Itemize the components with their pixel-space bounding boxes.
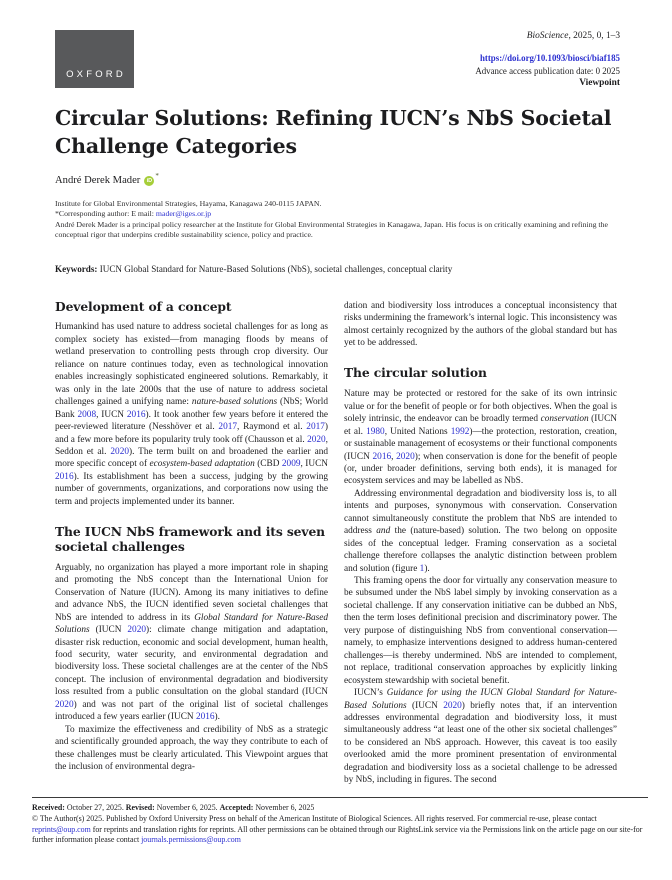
paragraph <box>55 562 328 724</box>
text-segment: Arguably, no organization has played a more important role in shaping and promoting the NbS concept than the International Union for Conservation of Nature (IUCN). Among its many initiatives to define and advance NbS, the IUCN identified seven societal challenges that NbS are intended to address in its <box>55 562 328 623</box>
inline-link[interactable]: reprints@oup.com <box>32 824 91 834</box>
article-title: Circular Solutions: Refining IUCN’s NbS Societal Challenge Categories <box>55 106 612 158</box>
text-segment: November 6, 2025 <box>255 803 315 812</box>
inline-link[interactable]: 2020 <box>110 446 129 457</box>
text-segment: ) and was not part of the original list of societal challenges introduced a few years earlier (IUCN <box>55 699 328 723</box>
text-segment: Revised: <box>125 803 157 812</box>
inline-link[interactable]: 2008 <box>77 409 97 420</box>
text-segment: *Corresponding author: E mail: <box>55 209 156 219</box>
text-segment: Nature may be protected or restored for the sake of its own intrinsic value or for the benefit of people or for both objectives. When the goal is solely intrinsic, the endeavor can be broadly termed <box>344 389 617 425</box>
text-segment: ). The term built on and broadened the earlier and more specific concept of <box>55 446 328 470</box>
text-segment: , IUCN <box>300 459 328 470</box>
citation-block <box>475 30 620 90</box>
inline-link[interactable]: 2017 <box>218 422 238 433</box>
oxford-logo-text: OXFORD <box>66 69 126 80</box>
doi-link[interactable]: https://doi.org/10.1093/biosci/biaf185 <box>479 53 620 63</box>
text-segment: (NbS; World Bank <box>55 397 328 420</box>
inline-link[interactable]: 1992 <box>450 426 470 437</box>
text-segment: for reprints and translation rights for reprints. All other permissions can be obtained through our RightsLink service via the Permissions link on the article page on our site-for further information please contact <box>32 824 643 845</box>
paragraph <box>344 300 617 350</box>
orcid-icon[interactable]: iD <box>144 176 154 186</box>
text-segment: ); when conservation is done for the benefit of people (or, under broader definitions, serving both ends), it is managed for ecosystem services and may be labelled as NbS. <box>344 451 617 487</box>
affiliation-institute: Institute for Global Environmental Strategies, Hayama, Kanagawa 240-0115 JAPAN. <box>55 199 322 208</box>
text-segment: Accepted: <box>219 803 256 812</box>
inline-link[interactable]: 1 <box>419 563 425 574</box>
section-heading-development-of-a-concept: Development of a concept <box>55 299 232 314</box>
paragraph <box>344 687 617 787</box>
inline-link[interactable]: 2020 <box>127 625 146 636</box>
inline-link[interactable]: 2016 <box>195 712 215 723</box>
page-header <box>55 30 620 90</box>
article-type-label: Viewpoint <box>579 78 620 88</box>
text-segment: November 6, 2025. <box>156 803 220 812</box>
text-segment: October 27, 2025. <box>66 803 126 812</box>
keywords-line <box>55 263 620 275</box>
text-segment: (IUCN <box>89 625 128 636</box>
inline-link[interactable]: 2016 <box>126 409 146 420</box>
text-segment: , 2025, 0, 1–3 <box>568 31 620 41</box>
text-segment: and <box>376 526 391 537</box>
text-segment: , IUCN <box>96 409 127 420</box>
text-segment: ). It took another few years before it entered the peer-reviewed literature (Nesshöver et al. <box>55 409 328 433</box>
received-revised-accepted-line <box>32 803 648 814</box>
corresponding-author-line <box>55 209 620 219</box>
journal-citation <box>475 30 620 42</box>
paragraph <box>55 724 328 774</box>
text-segment: nature-based solutions <box>191 397 278 408</box>
author-bio: André Derek Mader is a principal policy researcher at the Institute for Global Environmental Strategies in Kanagawa, Japan. His focus is on critically examining and refining the conceptual rigor that underpins credible sustainability science, policy and practice. <box>55 219 608 240</box>
text-segment: ) briefly notes that, if an intervention addresses environmental degradation and biodiversity loss, it must simultaneously address “at least one of the other six societal challenges” to be considered an NbS approach. However, this caveat is too easily overlooked amid the more prominent presentation of environmental degradation and biodiversity loss as a societal challenge to be adressed by NbS, including in figures. The second <box>344 700 617 786</box>
copyright-line <box>32 814 648 846</box>
inline-link[interactable]: 2009 <box>281 459 301 470</box>
paragraph <box>55 321 328 508</box>
paragraph <box>344 388 617 488</box>
section-heading-iucn-nbs-framework: The IUCN NbS framework and its seven societal challenges <box>55 524 326 555</box>
text-segment: Addressing environmental degradation and biodiversity loss is, to all intents and purposes, synonymous with conservation. Conservation cannot simultaneously constitute the problem that NbS are intended to address <box>344 488 617 537</box>
right-column <box>344 300 617 812</box>
text-segment: (IUCN et al. <box>344 414 617 437</box>
oxford-logo <box>55 30 134 88</box>
text-segment: IUCN Global Standard for Nature-Based Solutions (NbS), societal challenges, conceptual clarity <box>99 263 453 274</box>
text-segment: , <box>391 451 397 462</box>
text-segment: , United Nations <box>384 426 451 437</box>
text-segment: (IUCN <box>406 700 444 711</box>
text-segment: Global Standard for Nature-Based Solutions <box>55 612 328 636</box>
left-column <box>55 300 328 812</box>
author-name: André Derek Mader <box>55 175 141 186</box>
text-segment: ). Its establishment has been a success, judging by the growing number of governments, organizations, and corporations now using the term and projects implemented under its banner. <box>55 471 328 507</box>
text-segment: This framing opens the door for virtually any conservation measure to be subsumed under the NbS label simply by invoking conservation as a societal challenge. If any conservation initiative can be dubbed an NbS, then the term loses definitional precision and discriminatory power. The very purpose of distinguishing NbS from conventional conservation—namely, to emphasize interventions designed to address human-centered challenges—is thereby undermined. NbS are intended to complement, not replace, traditional conservation approaches by explicitly linking ecosystem stewardship with societal benefit. <box>344 576 617 686</box>
text-segment: , Seddon et al. <box>55 434 328 457</box>
text-segment: ) and a few more before its popularity truly took off (Chausson et al. <box>55 422 328 445</box>
paragraph <box>344 575 617 687</box>
text-segment: ). <box>214 712 220 723</box>
inline-link[interactable]: 2020 <box>307 434 326 445</box>
text-segment: © The Author(s) 2025. Published by Oxford University Press on behalf of the American Institute of Biological Sciences. All rights reserved. For commercial re-use, please contact <box>32 813 597 823</box>
text-segment: (CBD <box>254 459 282 470</box>
inline-link[interactable]: 2016 <box>55 471 74 482</box>
text-segment: )—the protection, restoration, creation, or sustainable management of ecosystems or their functional components (IUCN <box>344 426 617 462</box>
text-segment: Guidance for using the IUCN Global Standard for Nature-Based Solutions <box>344 688 617 711</box>
text-segment: ). <box>424 563 430 574</box>
affiliation-block <box>55 199 620 241</box>
text-segment: , Raymond et al. <box>237 422 307 433</box>
inline-link[interactable]: mader@iges.or.jp <box>155 209 212 219</box>
text-segment: BioScience <box>526 31 569 41</box>
inline-link[interactable]: 2017 <box>306 422 325 433</box>
inline-link[interactable]: 2020 <box>396 451 415 462</box>
inline-link[interactable]: 2016 <box>372 451 392 462</box>
article-body <box>55 300 620 812</box>
author-line <box>55 172 620 186</box>
text-segment: Received: <box>32 803 67 812</box>
text-segment: Humankind has used nature to address societal challenges for as long as complex society has existed—from managing floods by means of wetland preservation to controlling pests through crop diversity. Our reliance on nature continues today, even as technological innovation enables increasingly sophisticated engineered solutions. Remarkably, it was only in the late 2000s that the use of nature to address societal challenges gained a unifying name: <box>55 322 328 408</box>
text-segment: ): climate change mitigation and adaptation, disaster risk reduction, economic and social development, human health, food security, water security, and environmental degradation and biodiversity loss. These societal challenges are at the center of the NbS concept. The inclusion of environmental degradation and biodiversity loss resulted from a public consultation on the global standard (IUCN <box>55 625 328 698</box>
text-segment: conservation <box>540 414 589 425</box>
advance-access-date: Advance access publication date: 0 2025 <box>475 65 620 76</box>
paragraph <box>344 488 617 575</box>
text-segment: To maximize the effectiveness and credibility of NbS as a strategic and scientifically grounded approach, the way they contribute to each of these challenges must be clearly articulated. This Viewpoint argues that the inclusion of environmental degra- <box>55 724 328 773</box>
inline-link[interactable]: 2020 <box>55 699 74 710</box>
inline-link[interactable]: journals.permissions@oup.com <box>141 835 241 845</box>
text-segment: dation and biodiversity loss introduces a conceptual inconsistency that risks undermining the framework’s internal logic. This inconsistency was almost certainly recognized by the authors of the global standard but has yet to be addressed. <box>344 300 617 348</box>
text-segment: IUCN’s <box>354 688 387 699</box>
text-segment: the (nature-based) solution. The two belong on opposite sides of the conceptual ledger. Framing conservation as a societal challenge therefore collapses the analytic distinction between problem and solution (figure <box>344 526 617 574</box>
inline-link[interactable]: 2020 <box>443 700 462 711</box>
corresponding-author-mark: * <box>155 172 159 180</box>
page-footer <box>32 797 648 846</box>
text-segment: ecosystem-based adaptation <box>149 459 255 470</box>
section-heading-circular-solution: The circular solution <box>344 365 487 381</box>
inline-link[interactable]: 1980 <box>366 426 385 437</box>
text-segment: Keywords: <box>55 263 100 274</box>
